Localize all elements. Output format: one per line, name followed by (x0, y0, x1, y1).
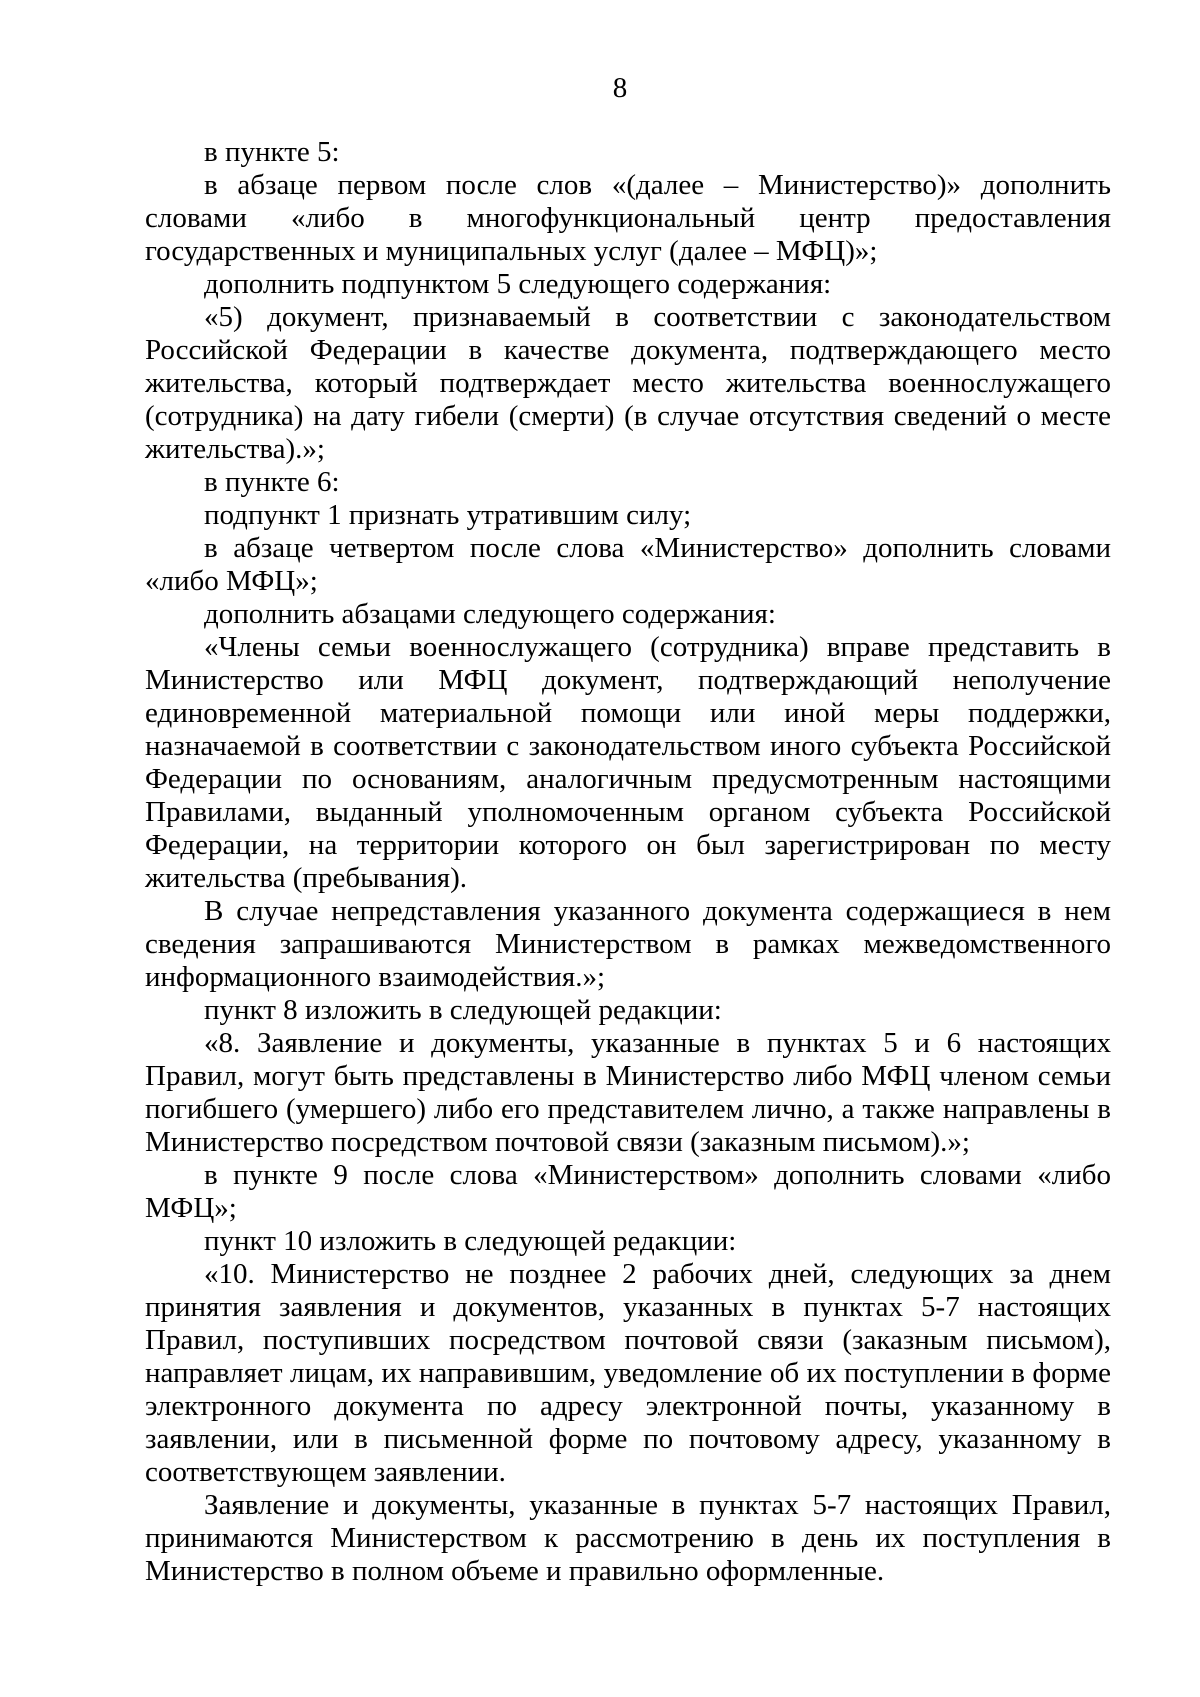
paragraph: в абзаце первом после слов «(далее – Министерство)» дополнить словами «либо в многофункциональный центр предоставления государственных и муниципальных услуг (далее – МФЦ)»; (145, 169, 1111, 267)
page-number: 8 (612, 72, 628, 104)
paragraph: «8. Заявление и документы, указанные в пунктах 5 и 6 настоящих Правил, могут быть представлены в Министерство либо МФЦ членом семьи погибшего (умершего) либо его представителем лично, а также направлены в Министерство посредством почтовой связи (заказным письмом).»; (145, 1027, 1111, 1158)
paragraph: в пункте 6: (204, 466, 340, 498)
paragraph: подпункт 1 признать утратившим силу; (204, 499, 692, 531)
paragraph: Заявление и документы, указанные в пунктах 5-7 настоящих Правил, принимаются Министерством к рассмотрению в день их поступления в Министерство в полном объеме и правильно оформленные. (145, 1489, 1111, 1587)
paragraph: В случае непредставления указанного документа содержащиеся в нем сведения запрашиваются Министерством в рамках межведомственного информационного взаимодействия.»; (145, 895, 1111, 993)
paragraph: в пункте 9 после слова «Министерством» дополнить словами «либо МФЦ»; (145, 1159, 1111, 1224)
paragraph: «Члены семьи военнослужащего (сотрудника) вправе представить в Министерство или МФЦ документ, подтверждающий неполучение единовременной материальной помощи или иной меры поддержки, назначаемой в соответствии с законодательством иного субъекта Российской Федерации по основаниям, аналогичным предусмотренным настоящими Правилами, выданный уполномоченным органом субъекта Российской Федерации, на территории которого он был зарегистрирован по месту жительства (пребывания). (145, 631, 1111, 894)
paragraph: дополнить подпунктом 5 следующего содержания: (204, 268, 832, 300)
paragraph: пункт 8 изложить в следующей редакции: (204, 994, 722, 1026)
paragraph: в пункте 5: (204, 136, 340, 168)
paragraph: «10. Министерство не позднее 2 рабочих дней, следующих за днем принятия заявления и документов, указанных в пунктах 5-7 настоящих Правил, поступивших посредством почтовой связи (заказным письмом), направляет лицам, их направившим, уведомление об их поступлении в форме электронного документа по адресу электронной почты, указанному в заявлении, или в письменной форме по почтовому адресу, указанному в соответствующем заявлении. (145, 1258, 1111, 1488)
document-body (145, 136, 1111, 1588)
paragraph: в абзаце четвертом после слова «Министерство» дополнить словами «либо МФЦ»; (145, 532, 1111, 597)
paragraph: пункт 10 изложить в следующей редакции: (204, 1225, 737, 1257)
paragraph: дополнить абзацами следующего содержания: (204, 598, 776, 630)
paragraph: «5) документ, признаваемый в соответствии с законодательством Российской Федерации в качестве документа, подтверждающего место жительства, который подтверждает место жительства военнослужащего (сотрудника) на дату гибели (смерти) (в случае отсутствия сведений о месте жительства).»; (145, 301, 1111, 465)
